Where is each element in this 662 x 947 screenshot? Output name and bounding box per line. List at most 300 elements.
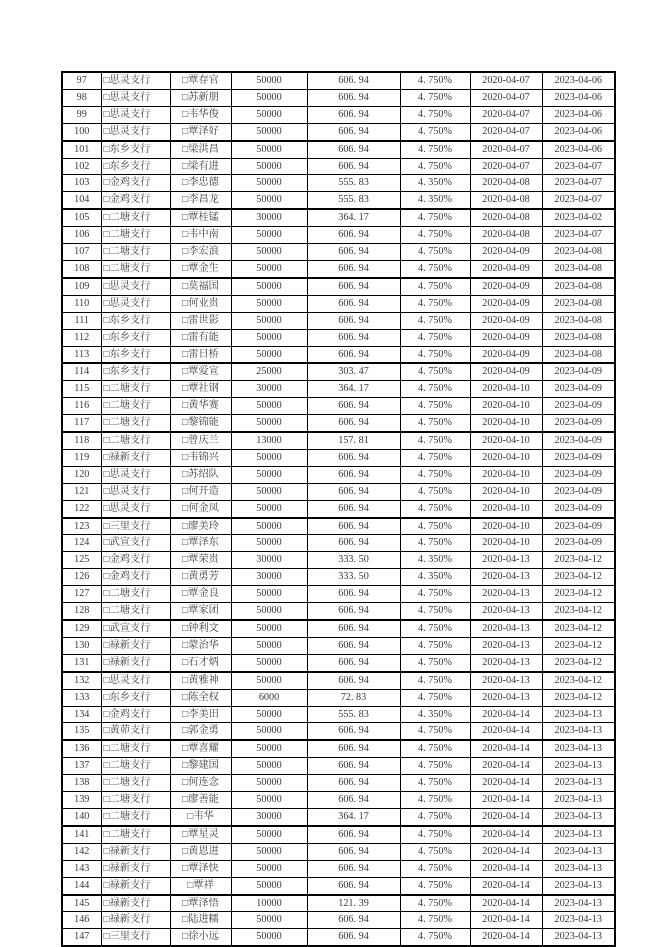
table-row[interactable] bbox=[62, 826, 615, 843]
end-date-cell: 2023-04-09 bbox=[542, 518, 615, 535]
branch-cell: □思灵支行 bbox=[101, 466, 170, 483]
rate-cell: 4. 750% bbox=[400, 295, 470, 312]
table-row[interactable] bbox=[62, 775, 615, 792]
row-index-cell: 102 bbox=[62, 158, 101, 175]
rate-cell: 4. 750% bbox=[400, 209, 470, 226]
depositor-name-cell: □覃喜耀 bbox=[170, 740, 231, 757]
depositor-name-cell: □韦华 bbox=[170, 808, 231, 825]
depositor-name-cell: □覃祥 bbox=[170, 877, 231, 894]
amount-cell: 50000 bbox=[231, 227, 307, 244]
start-date-cell: 2020-04-14 bbox=[470, 826, 542, 843]
amount-cell: 30000 bbox=[231, 569, 307, 586]
interest-cell: 606. 94 bbox=[307, 329, 400, 346]
amount-cell: 50000 bbox=[231, 398, 307, 415]
rate-cell: 4. 750% bbox=[400, 244, 470, 261]
branch-cell: □禄新支行 bbox=[101, 843, 170, 860]
branch-cell: □金鸡支行 bbox=[101, 569, 170, 586]
table-row[interactable] bbox=[62, 860, 615, 877]
branch-cell: □金鸡支行 bbox=[101, 175, 170, 192]
row-index-cell: 97 bbox=[62, 72, 101, 89]
depositor-name-cell: □廖美玲 bbox=[170, 518, 231, 535]
rate-cell: 4. 750% bbox=[400, 278, 470, 295]
amount-cell: 50000 bbox=[231, 535, 307, 552]
start-date-cell: 2020-04-10 bbox=[470, 398, 542, 415]
start-date-cell: 2020-04-14 bbox=[470, 843, 542, 860]
branch-cell: □东乡支行 bbox=[101, 346, 170, 363]
table-row[interactable] bbox=[62, 929, 615, 946]
branch-cell: □二塘支行 bbox=[101, 792, 170, 809]
rate-cell: 4. 750% bbox=[400, 106, 470, 123]
amount-cell: 50000 bbox=[231, 826, 307, 843]
branch-cell: □东乡支行 bbox=[101, 141, 170, 158]
end-date-cell: 2023-04-08 bbox=[542, 278, 615, 295]
rate-cell: 4. 750% bbox=[400, 723, 470, 740]
interest-cell: 606. 94 bbox=[307, 278, 400, 295]
table-row[interactable] bbox=[62, 672, 615, 689]
depositor-name-cell: □何金凤 bbox=[170, 500, 231, 517]
start-date-cell: 2020-04-10 bbox=[470, 415, 542, 432]
amount-cell: 30000 bbox=[231, 381, 307, 398]
row-index-cell: 141 bbox=[62, 826, 101, 843]
rate-cell: 4. 350% bbox=[400, 192, 470, 209]
depositor-name-cell: □黄勇芳 bbox=[170, 569, 231, 586]
table-row[interactable] bbox=[62, 192, 615, 209]
table-row[interactable] bbox=[62, 158, 615, 175]
interest-cell: 606. 94 bbox=[307, 244, 400, 261]
rate-cell: 4. 750% bbox=[400, 449, 470, 466]
row-index-cell: 115 bbox=[62, 381, 101, 398]
amount-cell: 30000 bbox=[231, 808, 307, 825]
row-index-cell: 134 bbox=[62, 706, 101, 723]
row-index-cell: 147 bbox=[62, 929, 101, 946]
table-row[interactable] bbox=[62, 295, 615, 312]
start-date-cell: 2020-04-13 bbox=[470, 689, 542, 706]
rate-cell: 4. 750% bbox=[400, 398, 470, 415]
table-row[interactable] bbox=[62, 895, 615, 912]
branch-cell: □禄新支行 bbox=[101, 860, 170, 877]
amount-cell: 50000 bbox=[231, 500, 307, 517]
rate-cell: 4. 750% bbox=[400, 792, 470, 809]
branch-cell: □二塘支行 bbox=[101, 808, 170, 825]
table-body bbox=[62, 72, 615, 946]
table-row[interactable] bbox=[62, 227, 615, 244]
branch-cell: □思灵支行 bbox=[101, 278, 170, 295]
end-date-cell: 2023-04-09 bbox=[542, 449, 615, 466]
interest-cell: 606. 94 bbox=[307, 346, 400, 363]
end-date-cell: 2023-04-12 bbox=[542, 603, 615, 620]
start-date-cell: 2020-04-08 bbox=[470, 227, 542, 244]
table-row[interactable] bbox=[62, 620, 615, 637]
table-row[interactable] bbox=[62, 637, 615, 654]
start-date-cell: 2020-04-07 bbox=[470, 89, 542, 106]
interest-cell: 606. 94 bbox=[307, 449, 400, 466]
end-date-cell: 2023-04-13 bbox=[542, 860, 615, 877]
branch-cell: □思灵支行 bbox=[101, 672, 170, 689]
table-row[interactable] bbox=[62, 466, 615, 483]
branch-cell: □禄新支行 bbox=[101, 895, 170, 912]
amount-cell: 50000 bbox=[231, 192, 307, 209]
table-row[interactable] bbox=[62, 758, 615, 775]
branch-cell: □东乡支行 bbox=[101, 329, 170, 346]
amount-cell: 25000 bbox=[231, 363, 307, 380]
rate-cell: 4. 750% bbox=[400, 620, 470, 637]
row-index-cell: 119 bbox=[62, 449, 101, 466]
start-date-cell: 2020-04-14 bbox=[470, 792, 542, 809]
branch-cell: □二塘支行 bbox=[101, 758, 170, 775]
end-date-cell: 2023-04-12 bbox=[542, 689, 615, 706]
interest-cell: 555. 83 bbox=[307, 706, 400, 723]
table-row[interactable] bbox=[62, 808, 615, 825]
amount-cell: 50000 bbox=[231, 449, 307, 466]
rate-cell: 4. 750% bbox=[400, 260, 470, 277]
table-row[interactable] bbox=[62, 740, 615, 757]
amount-cell: 50000 bbox=[231, 244, 307, 261]
start-date-cell: 2020-04-07 bbox=[470, 72, 542, 89]
sheet-area bbox=[61, 71, 603, 947]
start-date-cell: 2020-04-09 bbox=[470, 312, 542, 329]
end-date-cell: 2023-04-09 bbox=[542, 363, 615, 380]
start-date-cell: 2020-04-13 bbox=[470, 552, 542, 569]
branch-cell: □禄新支行 bbox=[101, 877, 170, 894]
row-index-cell: 120 bbox=[62, 466, 101, 483]
depositor-name-cell: □郭金勇 bbox=[170, 723, 231, 740]
end-date-cell: 2023-04-13 bbox=[542, 912, 615, 929]
amount-cell: 50000 bbox=[231, 295, 307, 312]
branch-cell: □二塘支行 bbox=[101, 740, 170, 757]
interest-cell: 606. 94 bbox=[307, 860, 400, 877]
depositor-name-cell: □黄恩进 bbox=[170, 843, 231, 860]
table-row[interactable] bbox=[62, 518, 615, 535]
branch-cell: □思灵支行 bbox=[101, 295, 170, 312]
depositor-name-cell: □李美田 bbox=[170, 706, 231, 723]
interest-cell: 555. 83 bbox=[307, 175, 400, 192]
end-date-cell: 2023-04-12 bbox=[542, 672, 615, 689]
rate-cell: 4. 750% bbox=[400, 586, 470, 603]
rate-cell: 4. 750% bbox=[400, 877, 470, 894]
interest-cell: 606. 94 bbox=[307, 518, 400, 535]
branch-cell: □二塘支行 bbox=[101, 415, 170, 432]
amount-cell: 50000 bbox=[231, 483, 307, 500]
depositor-name-cell: □苏绍队 bbox=[170, 466, 231, 483]
amount-cell: 50000 bbox=[231, 912, 307, 929]
end-date-cell: 2023-04-13 bbox=[542, 877, 615, 894]
interest-cell: 606. 94 bbox=[307, 792, 400, 809]
row-index-cell: 108 bbox=[62, 260, 101, 277]
amount-cell: 6000 bbox=[231, 689, 307, 706]
depositor-name-cell: □陆进糯 bbox=[170, 912, 231, 929]
branch-cell: □东乡支行 bbox=[101, 312, 170, 329]
table-row[interactable] bbox=[62, 209, 615, 226]
rate-cell: 4. 750% bbox=[400, 740, 470, 757]
row-index-cell: 112 bbox=[62, 329, 101, 346]
start-date-cell: 2020-04-10 bbox=[470, 483, 542, 500]
table-row[interactable] bbox=[62, 432, 615, 449]
rate-cell: 4. 750% bbox=[400, 775, 470, 792]
end-date-cell: 2023-04-08 bbox=[542, 329, 615, 346]
table-row[interactable] bbox=[62, 346, 615, 363]
depositor-name-cell: □覃金良 bbox=[170, 586, 231, 603]
end-date-cell: 2023-04-13 bbox=[542, 843, 615, 860]
depositor-name-cell: □李宏浪 bbox=[170, 244, 231, 261]
table-row[interactable] bbox=[62, 106, 615, 123]
start-date-cell: 2020-04-14 bbox=[470, 860, 542, 877]
row-index-cell: 117 bbox=[62, 415, 101, 432]
interest-cell: 606. 94 bbox=[307, 466, 400, 483]
interest-cell: 333. 50 bbox=[307, 569, 400, 586]
row-index-cell: 109 bbox=[62, 278, 101, 295]
depositor-name-cell: □梁有进 bbox=[170, 158, 231, 175]
interest-cell: 606. 94 bbox=[307, 723, 400, 740]
row-index-cell: 142 bbox=[62, 843, 101, 860]
rate-cell: 4. 750% bbox=[400, 860, 470, 877]
rate-cell: 4. 750% bbox=[400, 363, 470, 380]
amount-cell: 50000 bbox=[231, 89, 307, 106]
end-date-cell: 2023-04-08 bbox=[542, 346, 615, 363]
table-row[interactable] bbox=[62, 843, 615, 860]
amount-cell: 50000 bbox=[231, 329, 307, 346]
row-index-cell: 110 bbox=[62, 295, 101, 312]
row-index-cell: 127 bbox=[62, 586, 101, 603]
table-row[interactable] bbox=[62, 89, 615, 106]
table-row[interactable] bbox=[62, 244, 615, 261]
table-row[interactable] bbox=[62, 535, 615, 552]
table-row[interactable] bbox=[62, 603, 615, 620]
table-row[interactable] bbox=[62, 398, 615, 415]
amount-cell: 50000 bbox=[231, 792, 307, 809]
amount-cell: 50000 bbox=[231, 706, 307, 723]
table-row[interactable] bbox=[62, 415, 615, 432]
interest-cell: 364. 17 bbox=[307, 209, 400, 226]
start-date-cell: 2020-04-13 bbox=[470, 603, 542, 620]
branch-cell: □二塘支行 bbox=[101, 260, 170, 277]
table-row[interactable] bbox=[62, 500, 615, 517]
end-date-cell: 2023-04-13 bbox=[542, 775, 615, 792]
table-row[interactable] bbox=[62, 586, 615, 603]
depositor-name-cell: □韦中南 bbox=[170, 227, 231, 244]
rate-cell: 4. 350% bbox=[400, 706, 470, 723]
end-date-cell: 2023-04-12 bbox=[542, 654, 615, 671]
interest-cell: 606. 94 bbox=[307, 758, 400, 775]
row-index-cell: 125 bbox=[62, 552, 101, 569]
branch-cell: □二塘支行 bbox=[101, 826, 170, 843]
rate-cell: 4. 350% bbox=[400, 552, 470, 569]
end-date-cell: 2023-04-06 bbox=[542, 72, 615, 89]
rate-cell: 4. 750% bbox=[400, 758, 470, 775]
amount-cell: 50000 bbox=[231, 620, 307, 637]
end-date-cell: 2023-04-09 bbox=[542, 535, 615, 552]
branch-cell: □武宣支行 bbox=[101, 535, 170, 552]
branch-cell: □三里支行 bbox=[101, 518, 170, 535]
depositor-name-cell: □李忠德 bbox=[170, 175, 231, 192]
end-date-cell: 2023-04-08 bbox=[542, 244, 615, 261]
table-row[interactable] bbox=[62, 792, 615, 809]
row-index-cell: 135 bbox=[62, 723, 101, 740]
branch-cell: □二塘支行 bbox=[101, 586, 170, 603]
row-index-cell: 137 bbox=[62, 758, 101, 775]
interest-cell: 606. 94 bbox=[307, 620, 400, 637]
table-row[interactable] bbox=[62, 381, 615, 398]
table-row[interactable] bbox=[62, 654, 615, 671]
depositor-name-cell: □梁洪昌 bbox=[170, 141, 231, 158]
end-date-cell: 2023-04-09 bbox=[542, 398, 615, 415]
depositor-name-cell: □曾庆兰 bbox=[170, 432, 231, 449]
start-date-cell: 2020-04-14 bbox=[470, 740, 542, 757]
table-row[interactable] bbox=[62, 569, 615, 586]
amount-cell: 50000 bbox=[231, 466, 307, 483]
amount-cell: 50000 bbox=[231, 637, 307, 654]
amount-cell: 50000 bbox=[231, 929, 307, 946]
amount-cell: 50000 bbox=[231, 260, 307, 277]
rate-cell: 4. 750% bbox=[400, 483, 470, 500]
table-row[interactable] bbox=[62, 363, 615, 380]
row-index-cell: 100 bbox=[62, 123, 101, 140]
row-index-cell: 122 bbox=[62, 500, 101, 517]
row-index-cell: 144 bbox=[62, 877, 101, 894]
interest-cell: 606. 94 bbox=[307, 929, 400, 946]
amount-cell: 50000 bbox=[231, 158, 307, 175]
branch-cell: □金鸡支行 bbox=[101, 552, 170, 569]
amount-cell: 10000 bbox=[231, 895, 307, 912]
table-row[interactable] bbox=[62, 141, 615, 158]
start-date-cell: 2020-04-07 bbox=[470, 141, 542, 158]
row-index-cell: 113 bbox=[62, 346, 101, 363]
interest-cell: 606. 94 bbox=[307, 843, 400, 860]
depositor-name-cell: □徐小远 bbox=[170, 929, 231, 946]
row-index-cell: 104 bbox=[62, 192, 101, 209]
branch-cell: □思灵支行 bbox=[101, 72, 170, 89]
depositor-name-cell: □钟利文 bbox=[170, 620, 231, 637]
table-row[interactable] bbox=[62, 260, 615, 277]
table-row[interactable] bbox=[62, 912, 615, 929]
depositor-name-cell: □黄雅神 bbox=[170, 672, 231, 689]
end-date-cell: 2023-04-13 bbox=[542, 895, 615, 912]
table-row[interactable] bbox=[62, 689, 615, 706]
depositor-name-cell: □何业贵 bbox=[170, 295, 231, 312]
depositor-name-cell: □蒙治华 bbox=[170, 637, 231, 654]
row-index-cell: 126 bbox=[62, 569, 101, 586]
start-date-cell: 2020-04-14 bbox=[470, 706, 542, 723]
table-row[interactable] bbox=[62, 483, 615, 500]
depositor-name-cell: □何开造 bbox=[170, 483, 231, 500]
start-date-cell: 2020-04-09 bbox=[470, 244, 542, 261]
amount-cell: 50000 bbox=[231, 415, 307, 432]
start-date-cell: 2020-04-13 bbox=[470, 620, 542, 637]
end-date-cell: 2023-04-13 bbox=[542, 792, 615, 809]
amount-cell: 50000 bbox=[231, 278, 307, 295]
branch-cell: □东乡支行 bbox=[101, 363, 170, 380]
amount-cell: 50000 bbox=[231, 175, 307, 192]
end-date-cell: 2023-04-13 bbox=[542, 826, 615, 843]
amount-cell: 50000 bbox=[231, 586, 307, 603]
table-row[interactable] bbox=[62, 449, 615, 466]
branch-cell: □二塘支行 bbox=[101, 775, 170, 792]
start-date-cell: 2020-04-14 bbox=[470, 877, 542, 894]
end-date-cell: 2023-04-12 bbox=[542, 586, 615, 603]
row-index-cell: 111 bbox=[62, 312, 101, 329]
interest-cell: 606. 94 bbox=[307, 637, 400, 654]
end-date-cell: 2023-04-09 bbox=[542, 483, 615, 500]
start-date-cell: 2020-04-13 bbox=[470, 569, 542, 586]
branch-cell: □东乡支行 bbox=[101, 158, 170, 175]
interest-cell: 606. 94 bbox=[307, 106, 400, 123]
end-date-cell: 2023-04-12 bbox=[542, 569, 615, 586]
branch-cell: □思灵支行 bbox=[101, 89, 170, 106]
depositor-name-cell: □韦华俊 bbox=[170, 106, 231, 123]
end-date-cell: 2023-04-08 bbox=[542, 295, 615, 312]
rate-cell: 4. 750% bbox=[400, 123, 470, 140]
end-date-cell: 2023-04-09 bbox=[542, 415, 615, 432]
interest-cell: 364. 17 bbox=[307, 381, 400, 398]
end-date-cell: 2023-04-06 bbox=[542, 89, 615, 106]
interest-cell: 606. 94 bbox=[307, 415, 400, 432]
depositor-name-cell: □覃泽悟 bbox=[170, 895, 231, 912]
start-date-cell: 2020-04-10 bbox=[470, 381, 542, 398]
rate-cell: 4. 750% bbox=[400, 329, 470, 346]
amount-cell: 30000 bbox=[231, 552, 307, 569]
amount-cell: 50000 bbox=[231, 672, 307, 689]
depositor-name-cell: □莫福国 bbox=[170, 278, 231, 295]
interest-cell: 606. 94 bbox=[307, 672, 400, 689]
row-index-cell: 131 bbox=[62, 654, 101, 671]
interest-cell: 606. 94 bbox=[307, 603, 400, 620]
start-date-cell: 2020-04-07 bbox=[470, 123, 542, 140]
end-date-cell: 2023-04-09 bbox=[542, 381, 615, 398]
end-date-cell: 2023-04-13 bbox=[542, 808, 615, 825]
amount-cell: 50000 bbox=[231, 860, 307, 877]
end-date-cell: 2023-04-09 bbox=[542, 432, 615, 449]
branch-cell: □二塘支行 bbox=[101, 398, 170, 415]
table-row[interactable] bbox=[62, 72, 615, 89]
end-date-cell: 2023-04-07 bbox=[542, 158, 615, 175]
rate-cell: 4. 750% bbox=[400, 689, 470, 706]
end-date-cell: 2023-04-02 bbox=[542, 209, 615, 226]
end-date-cell: 2023-04-07 bbox=[542, 175, 615, 192]
depositor-name-cell: □石才炳 bbox=[170, 654, 231, 671]
table-row[interactable] bbox=[62, 877, 615, 894]
table-row[interactable] bbox=[62, 552, 615, 569]
depositor-name-cell: □覃金生 bbox=[170, 260, 231, 277]
end-date-cell: 2023-04-12 bbox=[542, 620, 615, 637]
table-row[interactable] bbox=[62, 123, 615, 140]
branch-cell: □黄茆支行 bbox=[101, 723, 170, 740]
end-date-cell: 2023-04-13 bbox=[542, 929, 615, 946]
end-date-cell: 2023-04-06 bbox=[542, 106, 615, 123]
row-index-cell: 124 bbox=[62, 535, 101, 552]
rate-cell: 4. 750% bbox=[400, 312, 470, 329]
table-row[interactable] bbox=[62, 278, 615, 295]
table-row[interactable] bbox=[62, 329, 615, 346]
depositor-name-cell: □覃泽好 bbox=[170, 123, 231, 140]
table-row[interactable] bbox=[62, 175, 615, 192]
table-row[interactable] bbox=[62, 312, 615, 329]
depositor-name-cell: □覃星灵 bbox=[170, 826, 231, 843]
depositor-name-cell: □李昌龙 bbox=[170, 192, 231, 209]
table-row[interactable] bbox=[62, 723, 615, 740]
rate-cell: 4. 750% bbox=[400, 158, 470, 175]
interest-cell: 606. 94 bbox=[307, 227, 400, 244]
interest-cell: 364. 17 bbox=[307, 808, 400, 825]
depositor-name-cell: □雷世影 bbox=[170, 312, 231, 329]
end-date-cell: 2023-04-13 bbox=[542, 758, 615, 775]
depositor-name-cell: □覃荣贵 bbox=[170, 552, 231, 569]
rate-cell: 4. 750% bbox=[400, 466, 470, 483]
table-row[interactable] bbox=[62, 706, 615, 723]
rate-cell: 4. 750% bbox=[400, 826, 470, 843]
rate-cell: 4. 750% bbox=[400, 141, 470, 158]
rate-cell: 4. 750% bbox=[400, 72, 470, 89]
interest-cell: 303. 47 bbox=[307, 363, 400, 380]
amount-cell: 50000 bbox=[231, 723, 307, 740]
